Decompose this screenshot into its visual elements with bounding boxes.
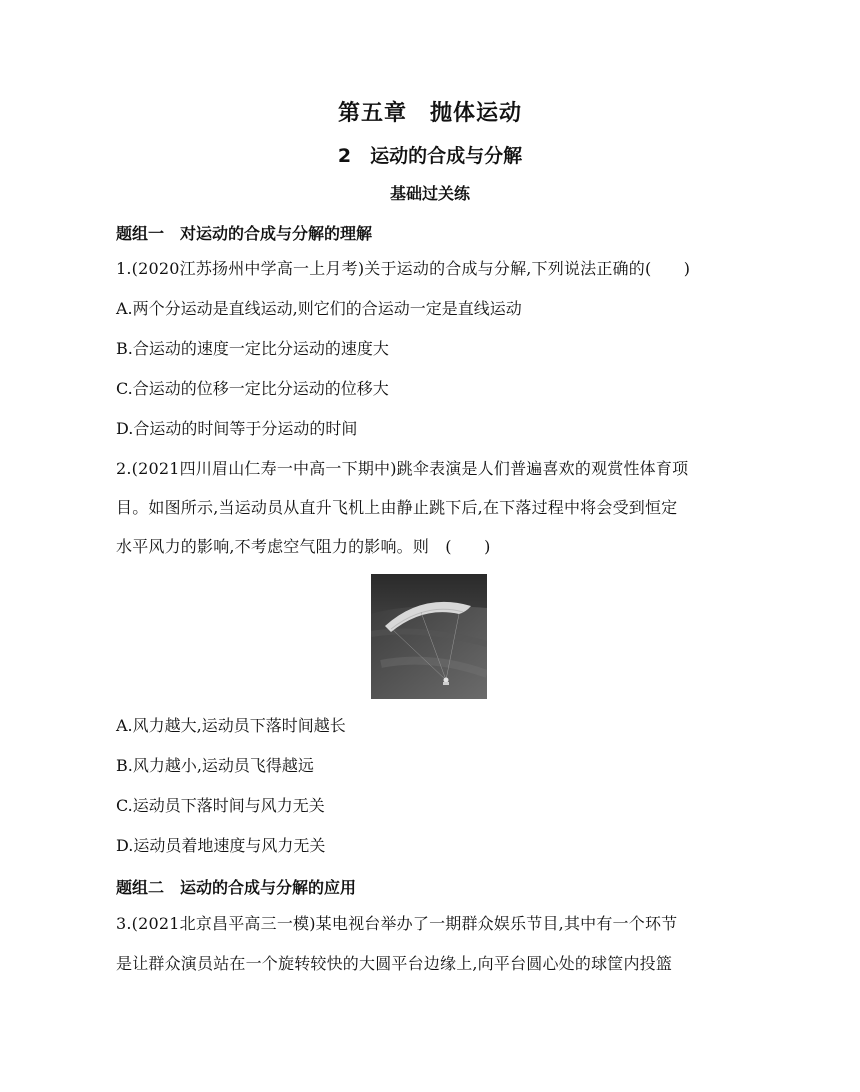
group-2-title: 题组二 运动的合成与分解的应用 — [116, 878, 357, 897]
question-1-stem: 1.(2020江苏扬州中学高一上月考)关于运动的合成与分解,下列说法正确的( ) — [116, 259, 691, 278]
question-2-option-c: C.运动员下落时间与风力无关 — [116, 796, 325, 815]
question-1-option-d: D.合运动的时间等于分运动的时间 — [116, 419, 358, 438]
question-2-stem-line-1: 2.(2021四川眉山仁寿一中高一下期中)跳伞表演是人们普遍喜欢的观赏性体育项 — [116, 459, 689, 478]
group-1-title: 题组一 对运动的合成与分解的理解 — [116, 224, 373, 243]
question-1-option-c: C.合运动的位移一定比分运动的位移大 — [116, 379, 389, 398]
question-3-stem-line-1: 3.(2021北京昌平高三一模)某电视台举办了一期群众娱乐节目,其中有一个环节 — [116, 914, 678, 933]
subsection-title: 基础过关练 — [389, 184, 470, 203]
chapter-title: 第五章 抛体运动 — [337, 101, 522, 126]
question-2-option-a: A.风力越大,运动员下落时间越长 — [116, 716, 346, 735]
question-2-option-b: B.风力越小,运动员飞得越远 — [116, 756, 314, 775]
question-2-stem-line-2: 目。如图所示,当运动员从直升飞机上由静止跳下后,在下落过程中将会受到恒定 — [116, 498, 678, 517]
question-2-stem-line-3: 水平风力的影响,不考虑空气阻力的影响。则 ( ) — [116, 537, 491, 556]
question-1-option-b: B.合运动的速度一定比分运动的速度大 — [116, 339, 389, 358]
question-3-stem-line-2: 是让群众演员站在一个旋转较快的大圆平台边缘上,向平台圆心处的球筐内投篮 — [116, 954, 673, 973]
question-1-option-a: A.两个分运动是直线运动,则它们的合运动一定是直线运动 — [116, 299, 522, 318]
paragliding-photo — [371, 574, 487, 699]
paraglider-image — [371, 574, 487, 699]
section-title: 2 运动的合成与分解 — [337, 145, 523, 167]
question-2-option-d: D.运动员着地速度与风力无关 — [116, 836, 326, 855]
